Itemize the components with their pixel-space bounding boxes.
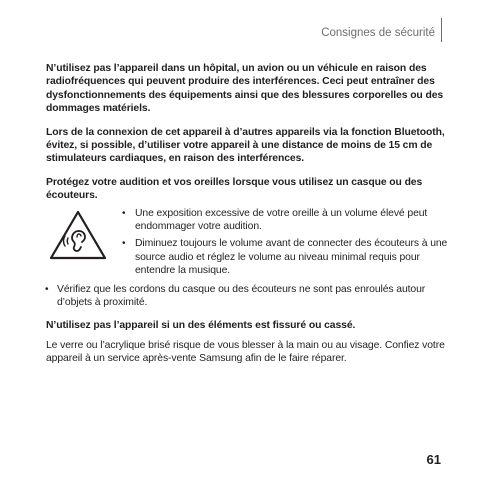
hearing-bullet-1: Une exposition excessive de votre oreille à un volume élevé peut endommager votre audition. [135,207,428,233]
bullet-dot: • [122,238,126,250]
hearing-warning-icon [48,209,108,261]
hearing-heading: Protégez votre audition et vos oreilles lorsque vous utilisez un casque ou des écouteurs. [46,176,423,202]
hearing-bullet-list [122,207,452,282]
cord-bullet-text: Vérifiez que les cordons du casque ou des écouteurs ne sont pas enroulés autour d’objets à proximité. [57,283,426,309]
cracked-body: Le verre ou l’acrylique brisé risque de vous blesser à la main ou au visage. Confiez votre appareil à un service après-vente Samsung afin de le faire réparer. [46,339,445,365]
bullet-dot: • [122,207,126,219]
hearing-warning-block [46,207,450,283]
page-number: 61 [426,452,441,467]
page-header-title: Consignes de sécurité [321,27,435,39]
hearing-bullet-2: Diminuez toujours le volume avant de connecter des écouteurs à une source audio et réglez le volume au niveau minimal requis pour entendre la musique. [135,238,448,277]
page-content [46,62,450,366]
cord-bullet [46,283,450,310]
bullet-dot: • [45,283,49,295]
cracked-heading: N’utilisez pas l’appareil si un des éléments est fissuré ou cassé. [46,320,356,332]
hospital-warning: N’utilisez pas l’appareil dans un hôpital, un avion ou un véhicule en raison des radiofréquences qui peuvent produire des interférences. Ceci peut entraîner des dysfonctionnements des équipements ainsi que des blessures corporelles ou des dommages matériels. [46,63,444,115]
list-item [122,237,452,277]
header-divider [441,18,442,42]
bluetooth-warning: Lors de la connexion de cet appareil à d’autres appareils via la fonction Bluetooth, évitez, si possible, d’utiliser votre appareil à une distance de moins de 15 cm de stimulateurs cardiaques, en raison des interférences. [46,126,445,165]
list-item [122,207,452,234]
